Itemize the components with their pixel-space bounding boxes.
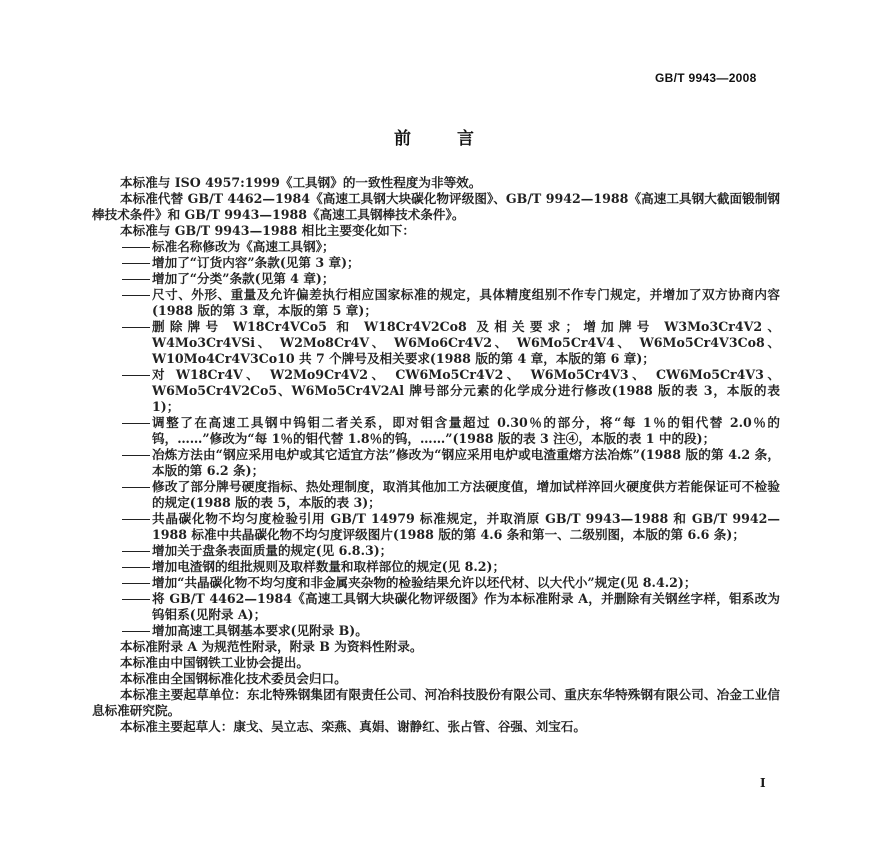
title-char-left: 前 <box>394 129 413 149</box>
change-item <box>92 543 780 559</box>
change-item <box>92 319 780 367</box>
change-item <box>92 367 780 415</box>
change-item <box>92 255 780 271</box>
change-text: 修改了部分牌号硬度指标、热处理制度，取消其他加工方法硬度值，增加试样淬回火硬度供方若能保证可不检验的规定(1988 版的表 5，本版的表 3)； <box>152 479 780 510</box>
paragraph-drafting-units: 本标准主要起草单位：东北特殊钢集团有限责任公司、河冶科技股份有限公司、重庆东华特殊钢有限公司、冶金工业信息标准研究院。 <box>92 687 780 718</box>
change-text: 增加高速工具钢基本要求(见附录 B)。 <box>152 623 368 638</box>
title-char-right: 言 <box>457 129 476 149</box>
change-text: 尺寸、外形、重量及允许偏差执行相应国家标准的规定，具体精度组别不作专门规定，并增加了双方协商内容(1988 版的第 3 章，本版的第 5 章)； <box>152 287 780 318</box>
paragraph-annexes: 本标准附录 A 为规范性附录，附录 B 为资料性附录。 <box>120 639 423 654</box>
paragraph-proposed-by: 本标准由中国钢铁工业协会提出。 <box>120 655 309 670</box>
change-text: 调整了在高速工具钢中钨钼二者关系，即对钼含量超过 0.30％的部分，将“每 1％的钼代替 2.0％的钨，……”修改为“每 1％的钼代替 1.8％的钨，……”(1988 版的表 3 注④，本版的表 1 中的段)； <box>152 415 780 446</box>
change-item <box>92 447 780 479</box>
change-item <box>92 239 780 255</box>
change-item <box>92 511 780 543</box>
change-text: 对 W18Cr4V、 W2Mo9Cr4V2、 CW6Mo5Cr4V2、 W6Mo5Cr4V3、 CW6Mo5Cr4V3、W6Mo5Cr4V2Co5、W6Mo5Cr4V2Al 牌号部分元素的化学成分进行修改(1988 版的表 3，本版的表 1)； <box>152 367 780 414</box>
change-text: 增加电渣钢的组批规则及取样数量和取样部位的规定(见 8.2)； <box>152 559 506 574</box>
paragraph-managed-by: 本标准由全国钢标准化技术委员会归口。 <box>120 671 347 686</box>
change-text: 将 GB/T 4462—1984《高速工具钢大块碳化物评级图》作为本标准附录 A，并删除有关钢丝字样，钼系改为钨钼系(见附录 A)； <box>152 591 780 622</box>
change-item <box>92 559 780 575</box>
page-title <box>0 124 870 149</box>
paragraph-changes-intro: 本标准与 GB/T 9943—1988 相比主要变化如下： <box>120 223 415 238</box>
foreword-body <box>92 175 780 735</box>
change-item <box>92 287 780 319</box>
change-text: 增加了“分类”条款(见第 4 章)； <box>152 271 335 286</box>
standard-number: GB/T 9943—2008 <box>655 71 757 85</box>
paragraph-drafters: 本标准主要起草人：康戈、吴立志、栾燕、真娟、谢静红、张占管、谷强、刘宝石。 <box>120 719 586 734</box>
change-item <box>92 415 780 447</box>
change-item <box>92 479 780 511</box>
change-item <box>92 623 780 639</box>
change-item <box>92 591 780 623</box>
change-text: 增加“共晶碳化物不均匀度和非金属夹杂物的检验结果允许以坯代材、以大代小”规定(见 8.4.2)； <box>152 575 697 590</box>
change-text: 冶炼方法由“钢应采用电炉或其它适宜方法”修改为“钢应采用电炉或电渣重熔方法冶炼”(1988 版的第 4.2 条，本版的第 6.2 条)； <box>152 447 780 478</box>
change-text: 删除牌号 W18Cr4VCo5 和 W18Cr4V2Co8 及相关要求；增加牌号 W3Mo3Cr4V2、W4Mo3Cr4VSi、 W2Mo8Cr4V、 W6Mo6Cr4V2、 W6Mo5Cr4V4、 W6Mo5Cr4V3Co8、W10Mo4Cr4V3Co10 共 7 个牌号及相关要求(1988 版的第 4 章，本版的第 6 章)； <box>152 319 780 366</box>
change-item <box>92 271 780 287</box>
change-text: 增加关于盘条表面质量的规定(见 6.8.3)； <box>152 543 393 558</box>
change-text: 增加了“订货内容”条款(见第 3 章)； <box>152 255 360 270</box>
change-item <box>92 575 780 591</box>
paragraph-replaces: 本标准代替 GB/T 4462—1984《高速工具钢大块碳化物评级图》、GB/T 9942—1988《高速工具钢大截面锻制钢棒技术条件》和 GB/T 9943—1988《高速工具钢棒技术条件》。 <box>92 191 780 222</box>
page-number: I <box>760 776 766 790</box>
paragraph-equivalence: 本标准与 ISO 4957:1999《工具钢》的一致性程度为非等效。 <box>120 175 482 190</box>
change-text: 共晶碳化物不均匀度检验引用 GB/T 14979 标准规定，并取消原 GB/T 9943—1988 和 GB/T 9942—1988 标准中共晶碳化物不均匀度评级图片(1988 版的第 4.6 条和第一、二级别图，本版的第 6.6 条)； <box>152 511 780 542</box>
change-text: 标准名称修改为《高速工具钢》； <box>152 239 335 254</box>
